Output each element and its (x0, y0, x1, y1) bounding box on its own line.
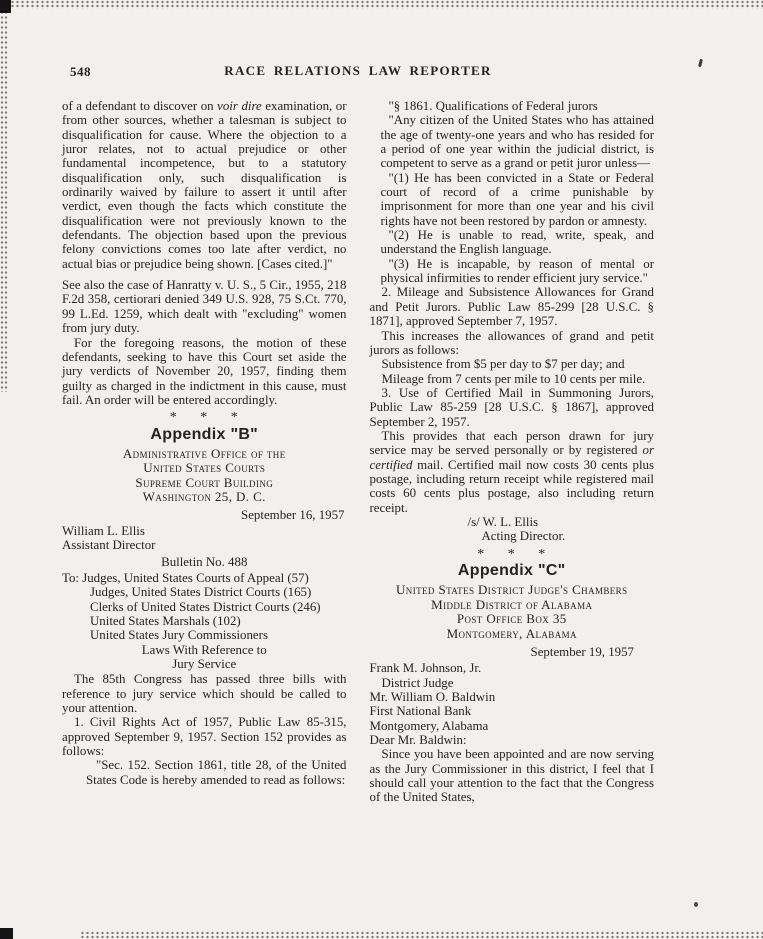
page-header (62, 63, 654, 81)
statute-item-3: "(3) He is incapable, by reason of mental or physical infirmities to render efficient jury service." (380, 256, 654, 286)
section-divider-stars: * * * (169, 410, 239, 426)
civil-rights-act-paragraph: 1. Civil Rights Act of 1957, Public Law 85-315, approved September 9, 1957. Section 152 provides as follows: (62, 715, 347, 759)
addressee-line: Mr. William O. Baldwin (369, 690, 496, 704)
bulletin-number: Bulletin No. 488 (161, 554, 248, 569)
right-column (370, 99, 655, 805)
scan-noise-top (0, 0, 763, 9)
paragraph-text: This provides that each person drawn for jury service may be served personally or by registered (369, 428, 654, 458)
judge-name: Frank M. Johnson, Jr. (369, 661, 482, 676)
statute-intro-paragraph: "Any citizen of the United States who has attained the age of twenty-one years and who has resided for a period of one year within the judicial district, is competent to serve as a grand or petit juror unless— (380, 113, 654, 171)
letter-body-paragraph: Since you have been appointed and are now serving as the Jury Commissioner in this district, I feel that I should call your attention to the fact that the Congress of the United States, (369, 747, 654, 805)
scan-noise-left (0, 0, 8, 392)
statute-item-1: "(1) He has been convicted in a State or Federal court of record of a crime punishable by imprisonment for more than one year and his civil rights have not been restored by pardon or amnesty. (380, 170, 654, 228)
sender-name: William L. Ellis (62, 523, 145, 538)
mileage-allowances-paragraph: 2. Mileage and Subsistence Allowances for Grand and Petit Jurors. Public Law 85-299 [28 U.S.C. § 1871], approved September 7, 1957. (369, 285, 654, 329)
paragraph-text: examination, or from other sources, whether a talesman is subject to disqualification for cause. Where the objection to a juror relates, not to actual prejudice or other fundamental incompetence, but to a statutory disqualification only, such disqualification is ordinarily waived by failure to assert it until after verdict, even though the facts which constitute the disqualification were not previously known to the defendants. The objection based upon the previous felony convictions comes too late after verdict, no actual bias or prejudice being shown. [Cases cited.]" (62, 99, 347, 271)
paragraph-text: of a defendant to discover on (62, 99, 218, 113)
chambers-line: Montgomery, Alabama (446, 625, 577, 641)
distribution-line: To: Judges, United States Courts of Appeal (57) (62, 570, 309, 585)
addressee-line: Montgomery, Alabama (369, 718, 489, 733)
scan-speck (694, 902, 698, 907)
page-number: 548 (70, 64, 91, 79)
statute-heading: "§ 1861. Qualifications of Federal jurors (388, 99, 598, 113)
statute-quotation-block (370, 99, 655, 285)
subsistence-line: Subsistence from $5 per day to $7 per day; and (381, 357, 625, 372)
chambers-line: Middle District of Alabama (431, 596, 593, 612)
distribution-line: Clerks of United States District Courts (246) (90, 599, 321, 614)
scan-speck (698, 59, 703, 67)
letterhead-line: Supreme Court Building (135, 474, 274, 490)
letter-date: September 19, 1957 (530, 644, 634, 659)
judge-title: District Judge (381, 675, 454, 690)
hanratty-citation-paragraph: See also the case of Hanratty v. U. S., 5 Cir., 1955, 218 F.2d 358, certiorari denied 349 U.S. 928, 75 S.Ct. 770, 99 L.Ed. 1259, which dealt with "excluding" women from jury duty. (62, 278, 347, 336)
chambers-line: United States District Judge's Chambers (396, 582, 628, 598)
conclusion-paragraph: For the foregoing reasons, the motion of these defendants, seeking to have this Court set aside the jury verdicts of November 20, 1957, finding them guilty as charged in the indictment in this cause, must fail. An order will be entered accordingly. (62, 335, 347, 407)
addressee-line: First National Bank (369, 704, 472, 719)
letterhead-line: Washington 25, D. C. (142, 489, 266, 505)
mileage-line: Mileage from 7 cents per mile to 10 cents per mile. (381, 371, 646, 386)
two-column-body (62, 99, 654, 805)
appendix-c-heading: Appendix "C" (457, 562, 566, 579)
congress-bills-paragraph: The 85th Congress has passed three bills with reference to jury service which should be called to your attention. (62, 672, 347, 715)
section-divider-stars: * * * (477, 546, 547, 562)
page-title: RACE RELATIONS LAW REPORTER (224, 63, 492, 78)
letterhead-line: Administrative Office of the (122, 445, 286, 461)
distribution-line: Judges, United States District Courts (165) (90, 585, 312, 600)
appendix-b-heading: Appendix "B" (150, 425, 259, 443)
signature-line: /s/ W. L. Ellis (467, 514, 539, 529)
subject-line: Laws With Reference to (141, 642, 267, 657)
increases-paragraph: This increases the allowances of grand and petit jurors as follows: (369, 328, 654, 357)
corner-mark-top-left (0, 0, 11, 13)
signature-title: Acting Director. (481, 529, 566, 544)
paragraph-text: mail. Certified mail now costs 30 cents plus postage, including return receipt while registered mail costs 60 cents plus postage, also including return receipt. (369, 457, 654, 515)
distribution-line: United States Marshals (102) (90, 613, 241, 628)
certified-mail-paragraph: 3. Use of Certified Mail in Summoning Jurors, Public Law 85-259 [28 U.S.C. § 1867], approved September 2, 1957. (369, 385, 654, 429)
italic-term: or certified (369, 443, 654, 472)
sec-152-quoted-paragraph: "Sec. 152. Section 1861, title 28, of the United States Code is hereby amended to read as follows: (86, 758, 347, 787)
letterhead-line: United States Courts (143, 460, 266, 476)
sender-title: Assistant Director (62, 538, 156, 553)
letter-date: September 16, 1957 (241, 507, 345, 522)
subject-line: Jury Service (172, 656, 237, 671)
corner-mark-bottom-left (0, 928, 13, 939)
chambers-line: Post Office Box 35 (456, 611, 567, 627)
distribution-line: United States Jury Commissioners (90, 628, 268, 643)
italic-term: voir dire (217, 99, 262, 113)
statute-item-2: "(2) He is unable to read, write, speak, and understand the English language. (380, 228, 654, 257)
scan-noise-bottom (80, 931, 763, 939)
left-column (62, 99, 347, 805)
voir-dire-paragraph (62, 99, 347, 271)
certified-mail-body-paragraph (370, 429, 655, 515)
salutation: Dear Mr. Baldwin: (369, 733, 467, 748)
